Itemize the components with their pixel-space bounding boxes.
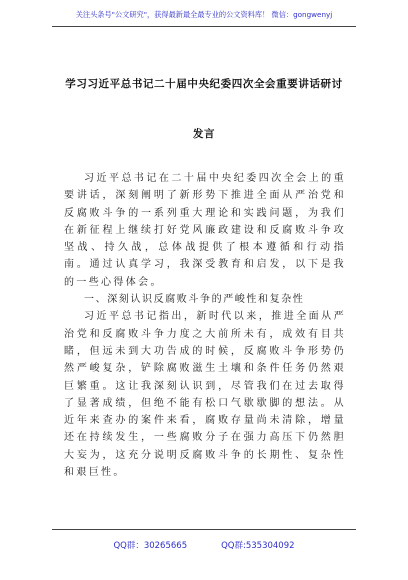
- document-body: [64, 170, 346, 481]
- header-divider: [52, 26, 356, 27]
- footer-qq-group-1: QQ群：30265665: [113, 541, 188, 551]
- page-header: 关注头条号"公文研究"，获得最新最全最专业的公文资料库！ 微信：gongwenyj: [75, 10, 333, 19]
- document-title-line-2: 发言: [192, 128, 216, 140]
- footer-qq-group-2: QQ群:535304092: [221, 541, 295, 551]
- section-heading: 一、深刻认识反腐败斗争的严峻性和复杂性: [84, 294, 305, 306]
- footer-divider: [52, 529, 356, 530]
- body-paragraph: 习近平总书记在二十届中央纪委四次全会上的重要讲话，深刻阐明了新形势下推进全面从严治党和反腐败斗争的一系列重大理论和实践问题，为我们在新征程上继续打好党风廉政建设和反腐败斗争攻坚战、持久战，总体战提供了根本遵循和行动指南。通过认真学习，我深受教育和启发，以下是我的一些心得体会。: [64, 173, 346, 288]
- body-paragraph: 习近平总书记指出，新时代以来，推进全面从严治党和反腐败斗争力度之大前所未有，成效有目共睹，但远未到大功告成的时候，反腐败斗争形势仍然严峻复杂，铲除腐败滋生土壤和条件任务仍然艰巨繁重。这让我深刻认识到，尽管我们在过去取得了显著成绩，但绝不能有松口气歇歇脚的想法。从近年来查办的案件来看，腐败存量尚未清除，增量还在持续发生，一些腐败分子在强力高压下仍然胆大妄为，这充分说明反腐败斗争的长期性、复杂性和艰巨性。: [64, 311, 346, 479]
- document-title-line-1: 学习习近平总书记二十届中央纪委四次全会重要讲话研讨: [65, 78, 343, 90]
- page-footer: [0, 539, 408, 551]
